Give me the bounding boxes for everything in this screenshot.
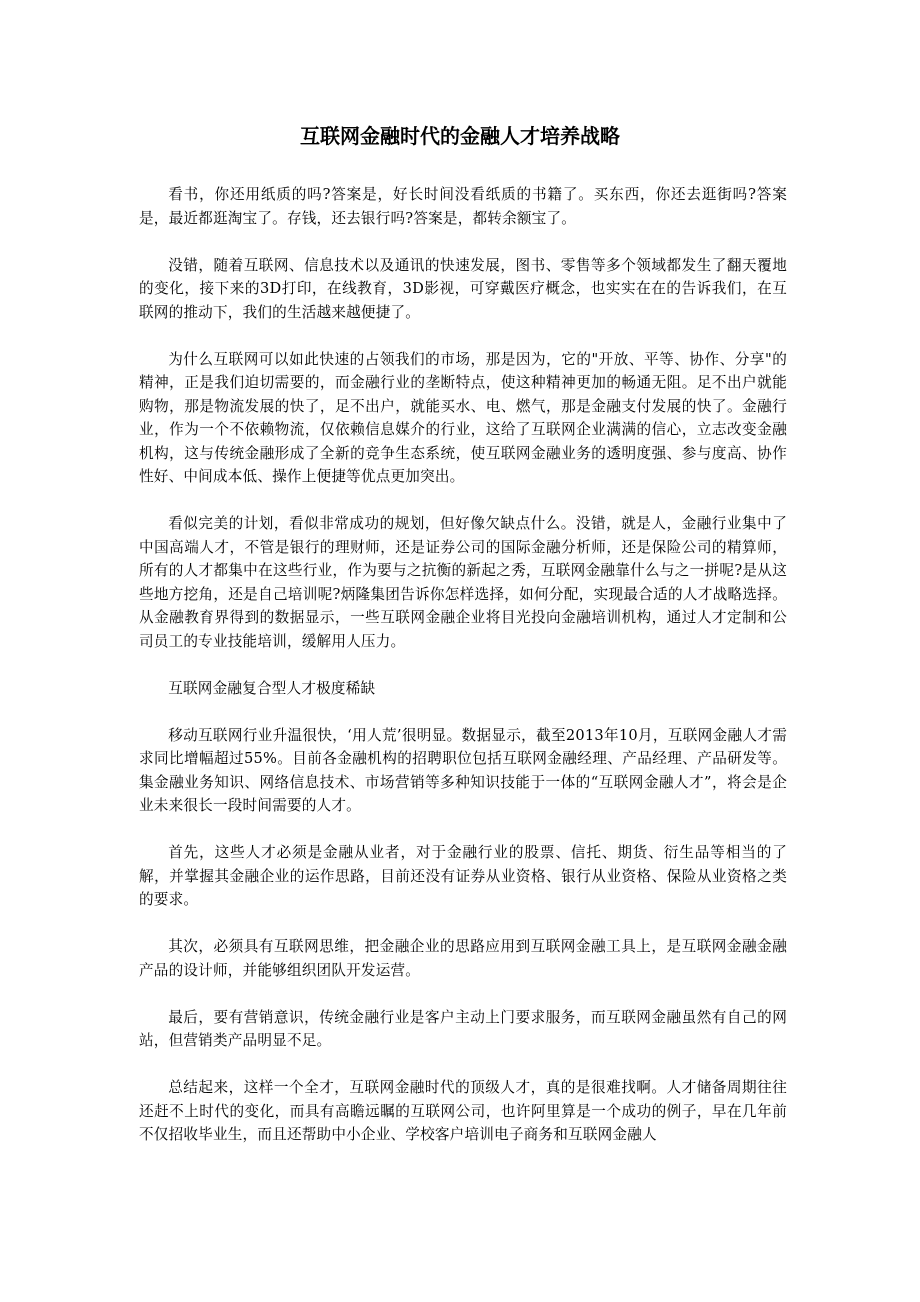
paragraph-8: 最后，要有营销意识，传统金融行业是客户主动上门要求服务，而互联网金融虽然有自己的网站，但营销类产品明显不足。 [139,1008,787,1049]
document-body [139,183,787,1170]
paragraph-5: 移动互联网行业升温很快，‘用人荒’很明显。数据显示，截至2013年10月，互联网金融人才需求同比增幅超过55%。目前各金融机构的招聘职位包括互联网金融经理、产品经理、产品研发等。集金融业务知识、网络信息技术、市场营销等多种知识技能于一体的“互联网金融人才”，将会是企业未来很长一段时间需要的人才。 [139,726,787,814]
paragraph-3: 为什么互联网可以如此快速的占领我们的市场，那是因为，它的"开放、平等、协作、分享"的精神，正是我们迫切需要的，而金融行业的垄断特点，使这种精神更加的畅通无阻。足不出户就能购物，那是物流发展的快了，足不出户，就能买水、电、燃气，那是金融支付发展的快了。金融行业，作为一个不依赖物流，仅依赖信息媒介的行业，这给了互联网企业满满的信心，立志改变金融机构，这与传统金融形成了全新的竞争生态系统，使互联网金融业务的透明度强、参与度高、协作性好、中间成本低、操作上便捷等优点更加突出。 [139,350,787,485]
paragraph-1: 看书，你还用纸质的吗?答案是，好长时间没看纸质的书籍了。买东西，你还去逛街吗?答案是，最近都逛淘宝了。存钱，还去银行吗?答案是，都转余额宝了。 [139,186,787,227]
document-title: 互联网金融时代的金融人才培养战略 [300,124,620,148]
paragraph-6: 首先，这些人才必须是金融从业者，对于金融行业的股票、信托、期货、衍生品等相当的了解，并掌握其金融企业的运作思路，目前还没有证券从业资格、银行从业资格、保险从业资格之类的要求。 [139,844,787,908]
paragraph-4: 看似完美的计划，看似非常成功的规划，但好像欠缺点什么。没错，就是人，金融行业集中了中国高端人才，不管是银行的理财师，还是证券公司的国际金融分析师，还是保险公司的精算师，所有的人才都集中在这些行业，作为要与之抗衡的新起之秀，互联网金融靠什么与之一拼呢?是从这些地方挖角，还是自己培训呢?炳隆集团告诉你怎样选择，如何分配，实现最合适的人才战略选择。从金融教育界得到的数据显示，一些互联网金融企业将目光投向金融培训机构，通过人才定制和公司员工的专业技能培训，缓解用人压力。 [139,515,787,650]
paragraph-9: 总结起来，这样一个全才，互联网金融时代的顶级人才，真的是很难找啊。人才储备周期往往还赶不上时代的变化，而具有高瞻远瞩的互联网公司，也许阿里算是一个成功的例子，早在几年前不仅招收毕业生，而且还帮助中小企业、学校客户培训电子商务和互联网金融人 [139,1079,787,1143]
paragraph-7: 其次，必须具有互联网思维，把金融企业的思路应用到互联网金融工具上，是互联网金融金融产品的设计师，并能够组织团队开发运营。 [139,938,787,979]
section-heading: 互联网金融复合型人才极度稀缺 [168,679,376,697]
paragraph-2: 没错，随着互联网、信息技术以及通讯的快速发展，图书、零售等多个领域都发生了翻天覆地的变化，接下来的3D打印，在线教育，3D影视，可穿戴医疗概念，也实实在在的告诉我们，在互联网的推动下，我们的生活越来越便捷了。 [139,256,787,321]
